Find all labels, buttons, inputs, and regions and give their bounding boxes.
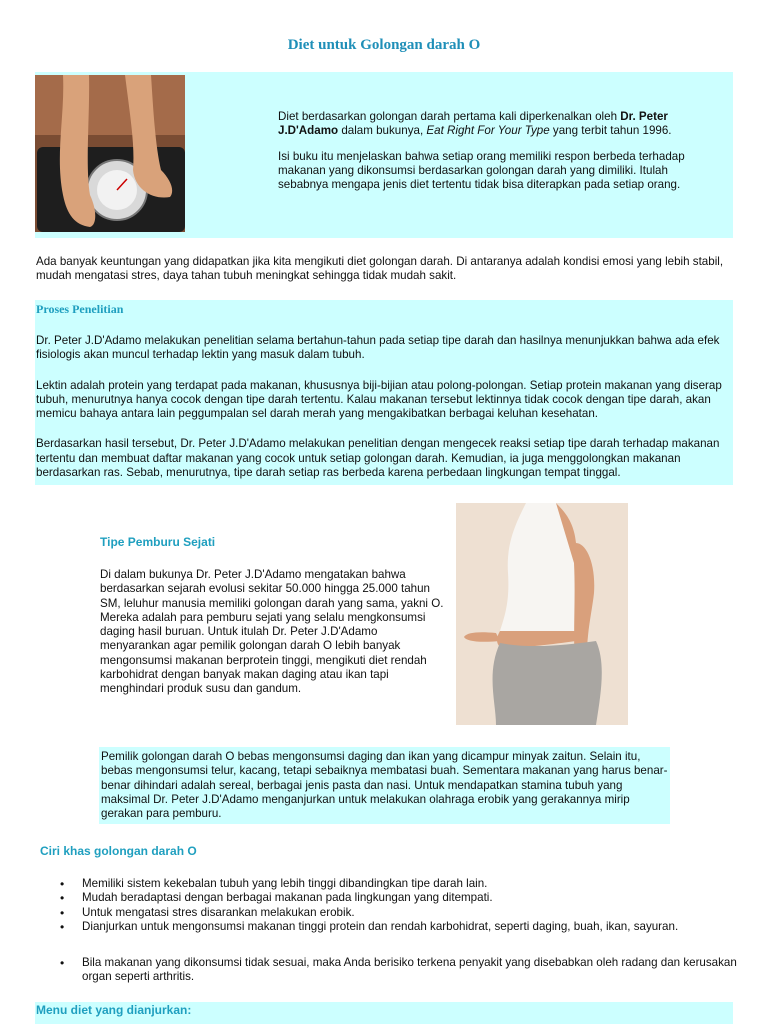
proses-body [36,334,731,496]
list-item: • Memiliki sistem kekebalan tubuh yang lebih tinggi dibandingkan tipe darah lain. [38,877,738,891]
advantages-paragraph: Ada banyak keuntungan yang didapatkan jika kita mengikuti diet golongan darah. Di antaranya adalah kondisi emosi yang lebih stabil, mudah mengatasi stres, daya tahan tubuh meningkat sehingga tidak mudah sakit. [36,255,724,283]
list-item: • Bila makanan yang dikonsumsi tidak sesuai, maka Anda berisiko terkena penyakit yang disebabkan oleh radang dan kerusakan organ seperti arthritis. [38,956,738,985]
list-item: • Untuk mengatasi stres disarankan melakukan erobik. [38,906,738,920]
woman-photo [456,503,628,725]
feet-on-scale-photo [35,75,185,232]
intro-paragraph-1: Diet berdasarkan golongan darah pertama kali diperkenalkan oleh Dr. Peter J.D'Adamo dalam bukunya, Eat Right For Your Type yang terbit tahun 1996. [278,110,672,138]
list-item: • Dianjurkan untuk mengonsumsi makanan tinggi protein dan rendah karbohidrat, seperti daging, buah, ikan, sayuran. [38,920,738,934]
list-item: • Mudah beradaptasi dengan berbagai makanan pada lingkungan yang ditempati. [38,891,738,905]
pemburu-paragraph: Di dalam bukunya Dr. Peter J.D'Adamo mengatakan bahwa berdasarkan sejarah evolusi sekitar 50.000 hingga 25.000 tahun SM, leluhur manusia memiliki golongan darah yang sama, yakni O. Mereka adalah para pemburu sejati yang selalu mengkonsumsi daging hasil buruan. Untuk itulah Dr. Peter J.D'Adamo menyarankan agar pemilik golongan darah O lebih banyak mengonsumsi makanan berprotein tinggi, mengikuti diet rendah karbohidrat dengan banyak makan daging atau ikan tapi menghindari produk susu dan gandum. [100,568,444,696]
ciri-list [38,877,738,934]
ciri-heading: Ciri khas golongan darah O [40,844,197,858]
pemburu-heading: Tipe Pemburu Sejati [100,535,216,549]
pemburu-highlight-box [99,747,670,824]
proses-heading: Proses Penelitian [36,302,124,316]
intro-paragraph-2: Isi buku itu menjelaskan bahwa setiap orang memiliki respon berbeda terhadap makanan yang dikonsumsi berdasarkan golongan darah yang dimiliki. Itulah sebabnya mengapa jenis diet tertentu tidak bisa diterapkan pada setiap orang. [278,149,685,192]
menu-heading: Menu diet yang dianjurkan: [36,1003,192,1017]
pemburu-highlight-text: Pemilik golongan darah O bebas mengonsumsi daging dan ikan yang dicampur minyak zaitun. Selain itu, bebas mengonsumsi telur, kacang, tetapi sebaiknya membatasi buah. Sementara makanan yang harus benar-benar dihindari adalah sereal, berbagai jenis pasta dan nasi. Untuk mendapatkan stamina tubuh yang maksimal Dr. Peter J.D'Adamo menganjurkan untuk melakukan olahraga erobik yang gerakannya mirip gerakan para pemburu. [101,750,668,821]
proses-paragraph-2: Lektin adalah protein yang terdapat pada makanan, khususnya biji-bijian atau polong-polongan. Setiap protein makanan yang diserap tubuh, menurutnya hanya cocok dengan tipe darah tertentu. Kalau makanan tersebut lektinnya tidak cocok dengan tipe darah, akan memicu bahaya antara lain peggumpalan sel darah merah yang mengakibatkan berbagai keluhan kesehatan. [36,378,722,421]
page-title: Diet untuk Golongan darah O [287,37,481,53]
proses-paragraph-3: Berdasarkan hasil tersebut, Dr. Peter J.D'Adamo melakukan penelitian dengan mengecek reaksi setiap tipe darah terhadap makanan tertentu dan membuat daftar makanan yang cocok untuk setiap golongan darah. Kemudian, ia juga menggolongkan makanan berdasarkan ras. Sebab, menurutnya, tipe darah setiap ras berbeda karena perbedaan lingkungan tempat tinggal. [36,437,720,480]
intro-text [278,110,718,203]
ciri-list-2 [38,956,738,985]
proses-paragraph-1: Dr. Peter J.D'Adamo melakukan penelitian selama bertahun-tahun pada setiap tipe darah dan hasilnya menunjukkan bahwa ada efek fisiologis akan muncul terhadap lektin yang masuk dalam tubuh. [36,334,720,362]
